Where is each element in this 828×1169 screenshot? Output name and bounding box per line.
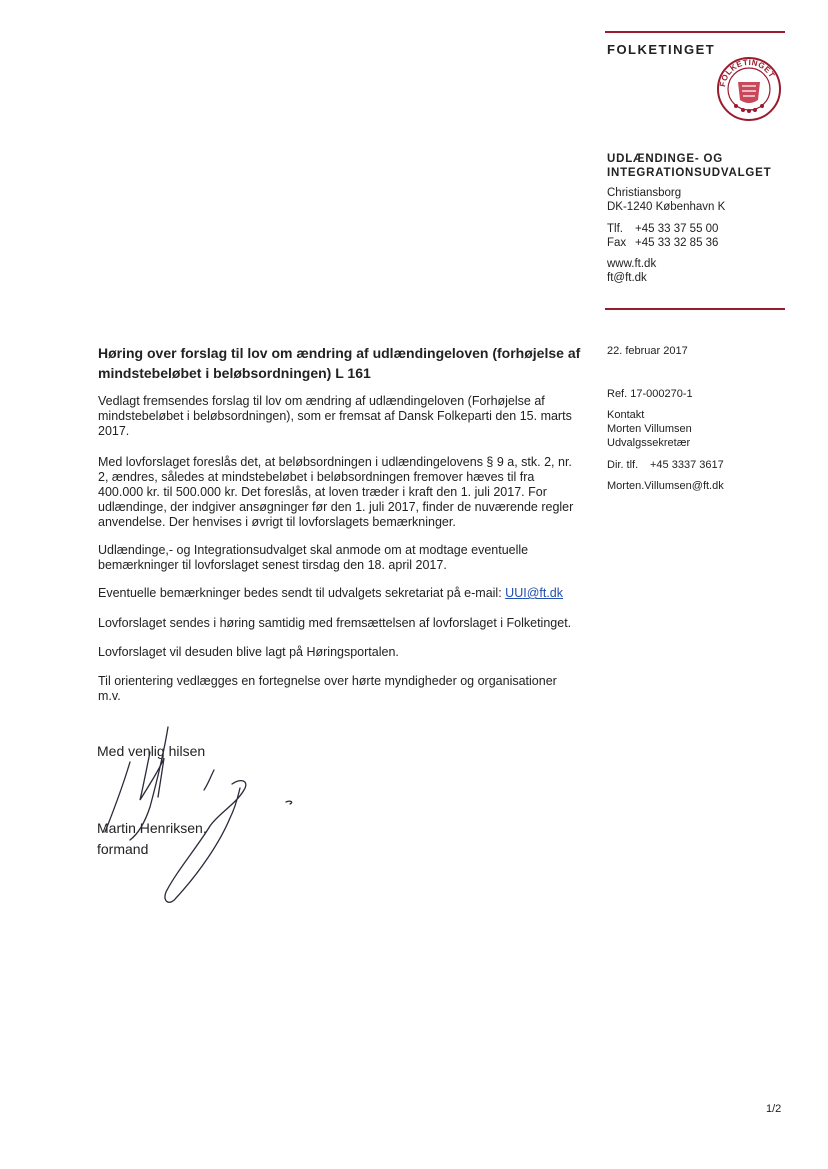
header-bottom-rule bbox=[605, 308, 785, 310]
folketinget-seal-icon bbox=[716, 56, 782, 122]
phone-label: Tlf. bbox=[607, 223, 623, 235]
committee-name bbox=[607, 152, 771, 180]
committee-email-link[interactable]: UUI@ft.dk bbox=[505, 586, 564, 600]
fax-number: +45 33 32 85 36 bbox=[635, 237, 719, 249]
address-line-2: DK-1240 København K bbox=[607, 201, 726, 213]
phone-line bbox=[607, 222, 718, 236]
signatory-name: Martin Henriksen, bbox=[97, 820, 207, 836]
top-rule bbox=[605, 31, 785, 33]
committee-line-2: INTEGRATIONSUDVALGET bbox=[607, 167, 772, 179]
direct-phone-number: +45 3337 3617 bbox=[650, 459, 724, 471]
paragraph-2: Med lovforslaget foreslås det, at beløbsordningen i udlændingelovens § 9 a, stk. 2, nr. 2, ændres, således at mindstebeløbet i beløbsordningen fremover hæves til fra 400.000 kr. til 500.000 kr. Det foreslås, at loven træder i kraft den 1. juli 2017. For udlændinge, der indgiver ansøgninger før den 1. juli 2017, finder de nuværende regler anvendelse. Der henvises i øvrigt til lovforslagets bemærkninger. bbox=[98, 455, 574, 529]
page-number: 1/2 bbox=[766, 1103, 782, 1115]
address-block bbox=[607, 186, 725, 214]
handwritten-signature bbox=[90, 722, 310, 912]
paragraph-1: Vedlagt fremsendes forslag til lov om ændring af udlændingeloven (Forhøjelse af mindstebeløbet i beløbsordningen), som er fremsat af Dansk Folkeparti den 15. marts 2017. bbox=[98, 394, 572, 438]
direct-phone-label: Dir. tlf. bbox=[607, 459, 639, 471]
fax-line bbox=[607, 236, 718, 250]
web-block bbox=[607, 257, 656, 285]
reference-number: Ref. 17-000270-1 bbox=[607, 388, 693, 400]
committee-line-1: UDLÆNDINGE- OG bbox=[607, 153, 723, 165]
contact-name: Morten Villumsen bbox=[607, 423, 692, 435]
letter-date: 22. februar 2017 bbox=[607, 345, 688, 357]
fax-label: Fax bbox=[607, 237, 627, 249]
contact-email[interactable]: Morten.Villumsen@ft.dk bbox=[607, 480, 724, 492]
direct-phone-line bbox=[607, 458, 724, 472]
email-instruction: Eventuelle bemærkninger bedes sendt til udvalgets sekretariat på e-mail: bbox=[98, 586, 506, 600]
paragraph-4 bbox=[98, 586, 578, 601]
phone-block bbox=[607, 222, 718, 250]
address-line-1: Christiansborg bbox=[607, 187, 682, 199]
general-email[interactable]: ft@ft.dk bbox=[607, 272, 647, 284]
paragraph-7: Til orientering vedlægges en fortegnelse over hørte myndigheder og organisationer m.v. bbox=[98, 674, 557, 703]
contact-label: Kontakt bbox=[607, 409, 645, 421]
signatory-role: formand bbox=[97, 841, 149, 857]
paragraph-6: Lovforslaget vil desuden blive lagt på Høringsportalen. bbox=[98, 645, 399, 659]
website[interactable]: www.ft.dk bbox=[607, 258, 657, 270]
phone-number: +45 33 37 55 00 bbox=[635, 223, 719, 235]
paragraph-5: Lovforslaget sendes i høring samtidig med fremsættelsen af lovforslaget i Folketinget. bbox=[98, 616, 572, 630]
paragraph-3: Udlændinge,- og Integrationsudvalget skal anmode om at modtage eventuelle bemærkninger til lovforslaget senest tirsdag den 18. april 2017. bbox=[98, 543, 529, 572]
contact-block bbox=[607, 408, 692, 450]
letter-title: Høring over forslag til lov om ændring af udlændingeloven (forhøjelse af mindstebeløbet i beløbsordningen) L 161 bbox=[98, 345, 581, 381]
organization-name: FOLKETINGET bbox=[607, 42, 716, 57]
contact-role: Udvalgssekretær bbox=[607, 437, 691, 449]
closing-greeting: Med venlig hilsen bbox=[97, 743, 206, 759]
svg-text:FOLKETINGET: FOLKETINGET bbox=[718, 57, 777, 88]
